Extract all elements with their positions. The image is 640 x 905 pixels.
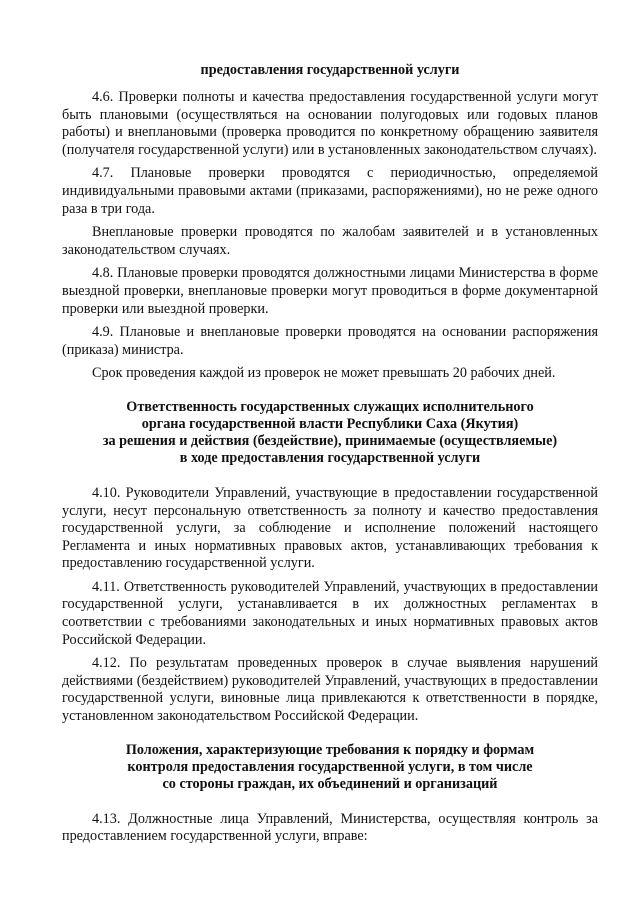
paragraph-4-12: 4.12. По результатам проведенных проверок в случае выявления нарушений действиями (бездействием) руководителей Управлений, участвующих в предоставлении государственной услуги, виновные лица привлекаются к ответственности в порядке, установленном законодательством Российской Федерации.	[62, 655, 598, 725]
section-heading-control-requirements	[62, 742, 598, 793]
paragraph-4-11: 4.11. Ответственность руководителей Управлений, участвующих в предоставлении государственной услуги, устанавливается в их должностных регламентах в соответствии с требованиями законодательных и иных нормативных правовых актов Российской Федерации.	[62, 578, 598, 648]
paragraph-4-9: 4.9. Плановые и внеплановые проверки проводятся на основании распоряжения (приказа) министра.	[62, 324, 598, 358]
paragraph-unscheduled-checks: Внеплановые проверки проводятся по жалобам заявителей и в установленных законодательством случаях.	[62, 224, 598, 258]
heading-line: в ходе предоставления государственной услуги	[179, 449, 481, 466]
continued-heading: предоставления государственной услуги	[200, 62, 460, 78]
paragraph-4-13: 4.13. Должностные лица Управлений, Министерства, осуществляя контроль за предоставлением государственной услуги, вправе:	[62, 810, 598, 845]
paragraph-4-8: 4.8. Плановые проверки проводятся должностными лицами Министерства в форме выездной проверки, внеплановые проверки могут проводиться в форме документарной проверки или выездной проверки.	[62, 265, 598, 317]
heading-line: органа государственной власти Республики Саха (Якутия)	[141, 415, 519, 432]
heading-line: за решения и действия (бездействие), принимаемые (осуществляемые)	[102, 432, 558, 449]
paragraph-check-duration: Срок проведения каждой из проверок не может превышать 20 рабочих дней.	[92, 365, 556, 382]
section-heading-responsibility	[62, 399, 598, 467]
heading-line: контроля предоставления государственной услуги, в том числе	[127, 758, 533, 775]
heading-line: со стороны граждан, их объединений и организаций	[162, 775, 498, 792]
heading-line: Ответственность государственных служащих исполнительного	[126, 398, 534, 415]
paragraph-4-10: 4.10. Руководители Управлений, участвующие в предоставлении государственной услуги, несут персональную ответственность за полноту и качество предоставления государственной услуги, за соблюдение и исполнение положений настоящего Регламента и иных нормативных правовых актов, устанавливающих требования к предоставлению государственной услуги.	[62, 484, 598, 572]
heading-line: Положения, характеризующие требования к порядку и формам	[125, 741, 535, 758]
paragraph-4-7: 4.7. Плановые проверки проводятся с периодичностью, определяемой индивидуальными правовыми актами (приказами, распоряжениями), но не реже одного раза в три года.	[62, 165, 598, 217]
paragraph-4-6: 4.6. Проверки полноты и качества предоставления государственной услуги могут быть плановыми (осуществляться на основании полугодовых или годовых планов работы) и внеплановыми (проверка проводится по конкретному обращению заявителя (получателя государственной услуги) или в установленных законодательством случаях).	[62, 89, 598, 158]
